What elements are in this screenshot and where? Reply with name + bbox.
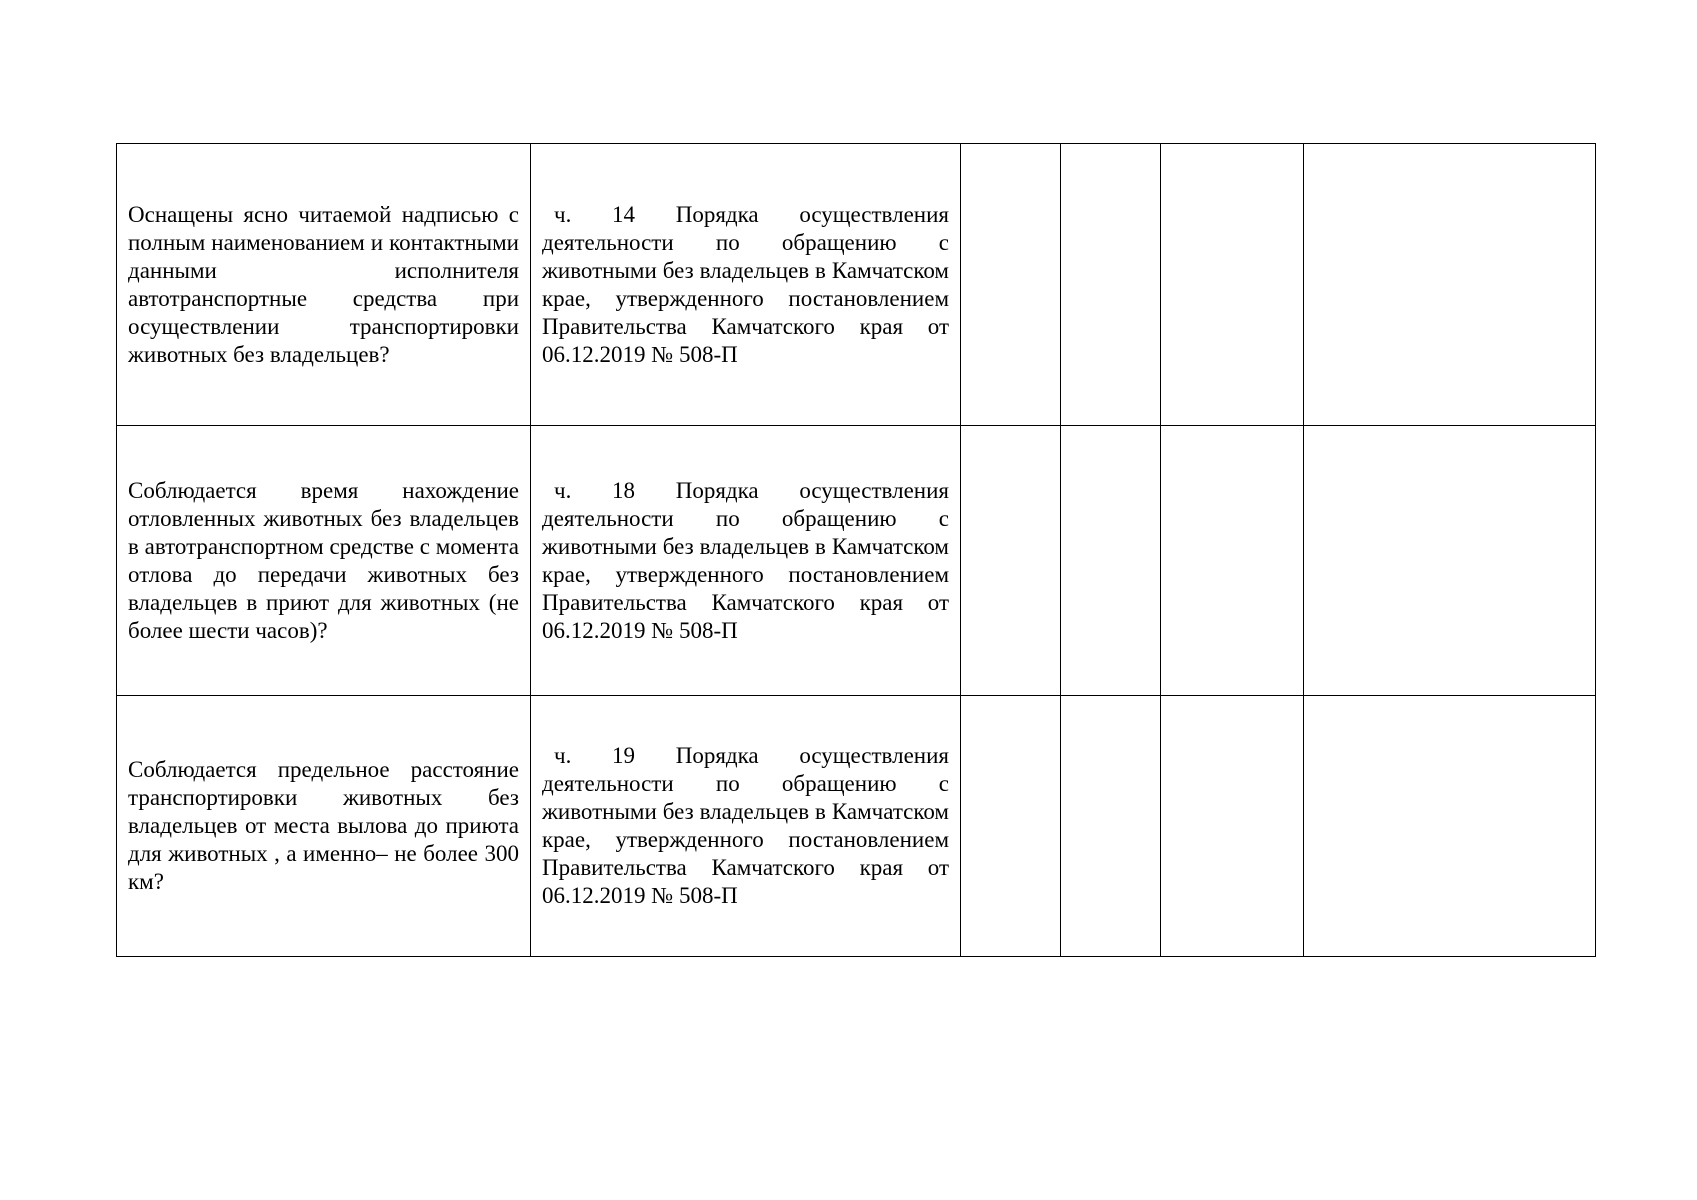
answer-na-cell — [1161, 144, 1304, 426]
table-row — [117, 144, 1596, 426]
reference-text: ч. 19 Порядка осуществления деятельности по обращению с животными без владельцев в Камчатском крае, утвержденного постановлением Правительства Камчатского края от 06.12.2019 № 508-П — [542, 743, 949, 908]
question-cell — [117, 426, 531, 696]
note-cell — [1304, 696, 1596, 957]
reference-text: ч. 14 Порядка осуществления деятельности по обращению с животными без владельцев в Камчатском крае, утвержденного постановлением Правительства Камчатского края от 06.12.2019 № 508-П — [542, 201, 949, 367]
note-cell — [1304, 144, 1596, 426]
answer-yes-cell — [961, 144, 1061, 426]
table-row — [117, 426, 1596, 696]
answer-yes-cell — [961, 426, 1061, 696]
answer-no-cell — [1061, 144, 1161, 426]
answer-no-cell — [1061, 426, 1161, 696]
answer-no-cell — [1061, 696, 1161, 957]
answer-na-cell — [1161, 696, 1304, 957]
reference-cell — [531, 144, 961, 426]
reference-cell — [531, 696, 961, 957]
answer-na-cell — [1161, 426, 1304, 696]
question-cell — [117, 144, 531, 426]
checklist-table — [116, 143, 1596, 957]
question-text: Соблюдается время нахождение отловленных животных без владельцев в автотранспортном средстве с момента отлова до передачи животных без владельцев в приют для животных (не более шести часов)? — [128, 477, 519, 643]
question-text: Соблюдается предельное расстояние транспортировки животных без владельцев от места вылова до приюта для животных , а именно– не более 300 км? — [128, 757, 519, 894]
reference-text: ч. 18 Порядка осуществления деятельности по обращению с животными без владельцев в Камчатском крае, утвержденного постановлением Правительства Камчатского края от 06.12.2019 № 508-П — [542, 477, 949, 643]
reference-cell — [531, 426, 961, 696]
answer-yes-cell — [961, 696, 1061, 957]
question-cell — [117, 696, 531, 957]
note-cell — [1304, 426, 1596, 696]
table-row — [117, 696, 1596, 957]
question-text: Оснащены ясно читаемой надписью с полным наименованием и контактными данными исполнителя автотранспортные средства при осуществлении транспортировки животных без владельцев? — [128, 201, 519, 367]
